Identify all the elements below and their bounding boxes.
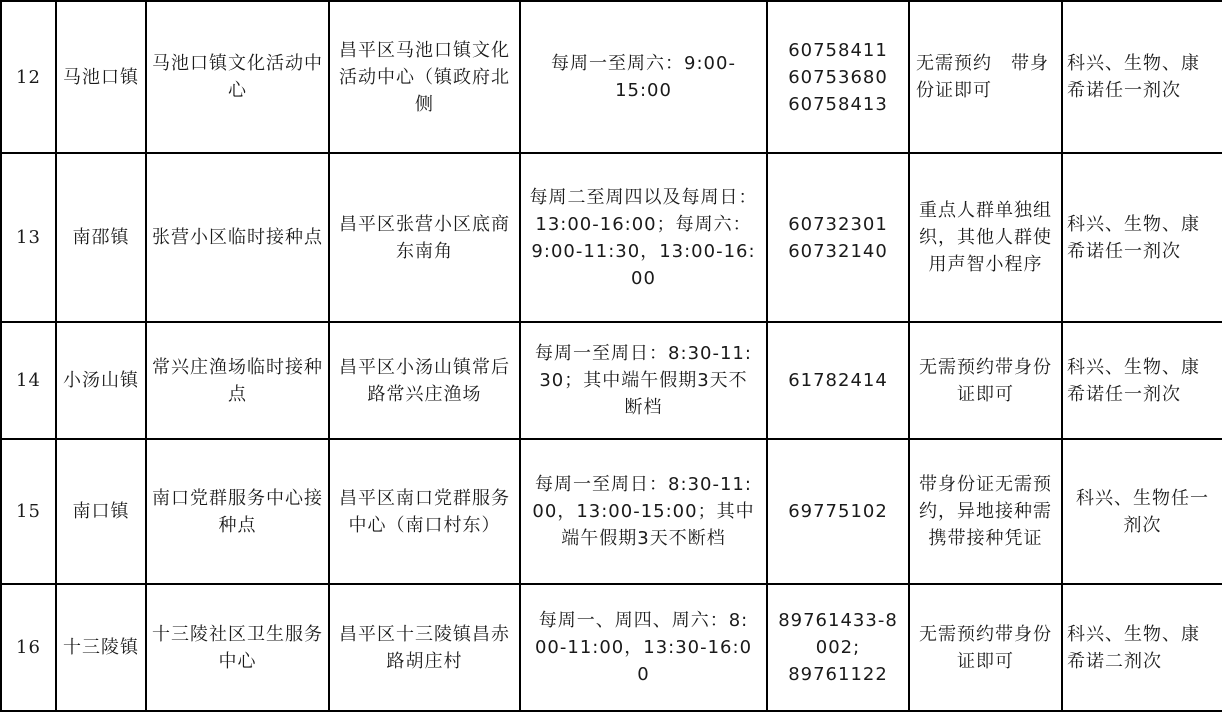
table-row — [1, 584, 1222, 711]
table-row — [1, 439, 1222, 584]
vaccine-cell: 科兴、生物、康希诺二剂次 — [1062, 584, 1222, 711]
site-cell: 十三陵社区卫生服务中心 — [146, 584, 329, 711]
note-cell: 带身份证无需预约，异地接种需携带接种凭证 — [909, 439, 1062, 584]
phone-cell — [767, 439, 909, 584]
vaccine-cell: 科兴、生物、康希诺任一剂次 — [1062, 153, 1222, 322]
town-cell: 马池口镇 — [56, 1, 146, 153]
phone-number: 69775102 — [788, 501, 888, 522]
phone-cell — [767, 153, 909, 322]
hours-cell: 每周一、周四、周六：8:00-11:00，13:30-16:00 — [520, 584, 767, 711]
table-row — [1, 1, 1222, 153]
table-row — [1, 322, 1222, 439]
row-number: 16 — [1, 584, 56, 711]
address-cell: 昌平区马池口镇文化活动中心（镇政府北侧 — [329, 1, 520, 153]
town-cell: 南邵镇 — [56, 153, 146, 322]
phone-number: 89761433-8002; — [778, 610, 898, 658]
phone-number: 60758411 — [788, 39, 888, 61]
phone-number: 60732301 — [788, 213, 888, 235]
phone-number: 60758413 — [788, 93, 888, 115]
phone-cell — [767, 1, 909, 153]
address-cell: 昌平区十三陵镇昌赤路胡庄村 — [329, 584, 520, 711]
row-number: 15 — [1, 439, 56, 584]
row-number: 14 — [1, 322, 56, 439]
vaccine-cell: 科兴、生物任一剂次 — [1062, 439, 1222, 584]
note-cell: 重点人群单独组织，其他人群使用声智小程序 — [909, 153, 1062, 322]
vaccine-cell: 科兴、生物、康希诺任一剂次 — [1062, 322, 1222, 439]
phone-cell — [767, 322, 909, 439]
town-cell: 十三陵镇 — [56, 584, 146, 711]
hours-cell: 每周二至周四以及每周日：13:00-16:00；每周六：9:00-11:30，13:00-16:00 — [520, 153, 767, 322]
table-row — [1, 153, 1222, 322]
hours-cell: 每周一至周日：8:30-11:30；其中端午假期3天不断档 — [520, 322, 767, 439]
phone-number: 60732140 — [788, 240, 888, 262]
note-cell: 无需预约带身份证即可 — [909, 322, 1062, 439]
site-cell: 马池口镇文化活动中心 — [146, 1, 329, 153]
phone-number: 60753680 — [788, 66, 888, 88]
note-cell: 无需预约 带身份证即可 — [909, 1, 1062, 153]
town-cell: 南口镇 — [56, 439, 146, 584]
site-cell: 张营小区临时接种点 — [146, 153, 329, 322]
address-cell: 昌平区南口党群服务中心（南口村东） — [329, 439, 520, 584]
address-cell: 昌平区小汤山镇常后路常兴庄渔场 — [329, 322, 520, 439]
site-cell: 常兴庄渔场临时接种点 — [146, 322, 329, 439]
phone-cell — [767, 584, 909, 711]
town-cell: 小汤山镇 — [56, 322, 146, 439]
phone-number: 89761122 — [788, 664, 888, 685]
row-number: 12 — [1, 1, 56, 153]
hours-cell: 每周一至周六：9:00-15:00 — [520, 1, 767, 153]
hours-cell: 每周一至周日：8:30-11:00，13:00-15:00；其中端午假期3天不断档 — [520, 439, 767, 584]
note-cell: 无需预约带身份证即可 — [909, 584, 1062, 711]
phone-number: 61782414 — [788, 370, 888, 391]
address-cell: 昌平区张营小区底商东南角 — [329, 153, 520, 322]
vaccine-cell: 科兴、生物、康希诺任一剂次 — [1062, 1, 1222, 153]
site-cell: 南口党群服务中心接种点 — [146, 439, 329, 584]
row-number: 13 — [1, 153, 56, 322]
